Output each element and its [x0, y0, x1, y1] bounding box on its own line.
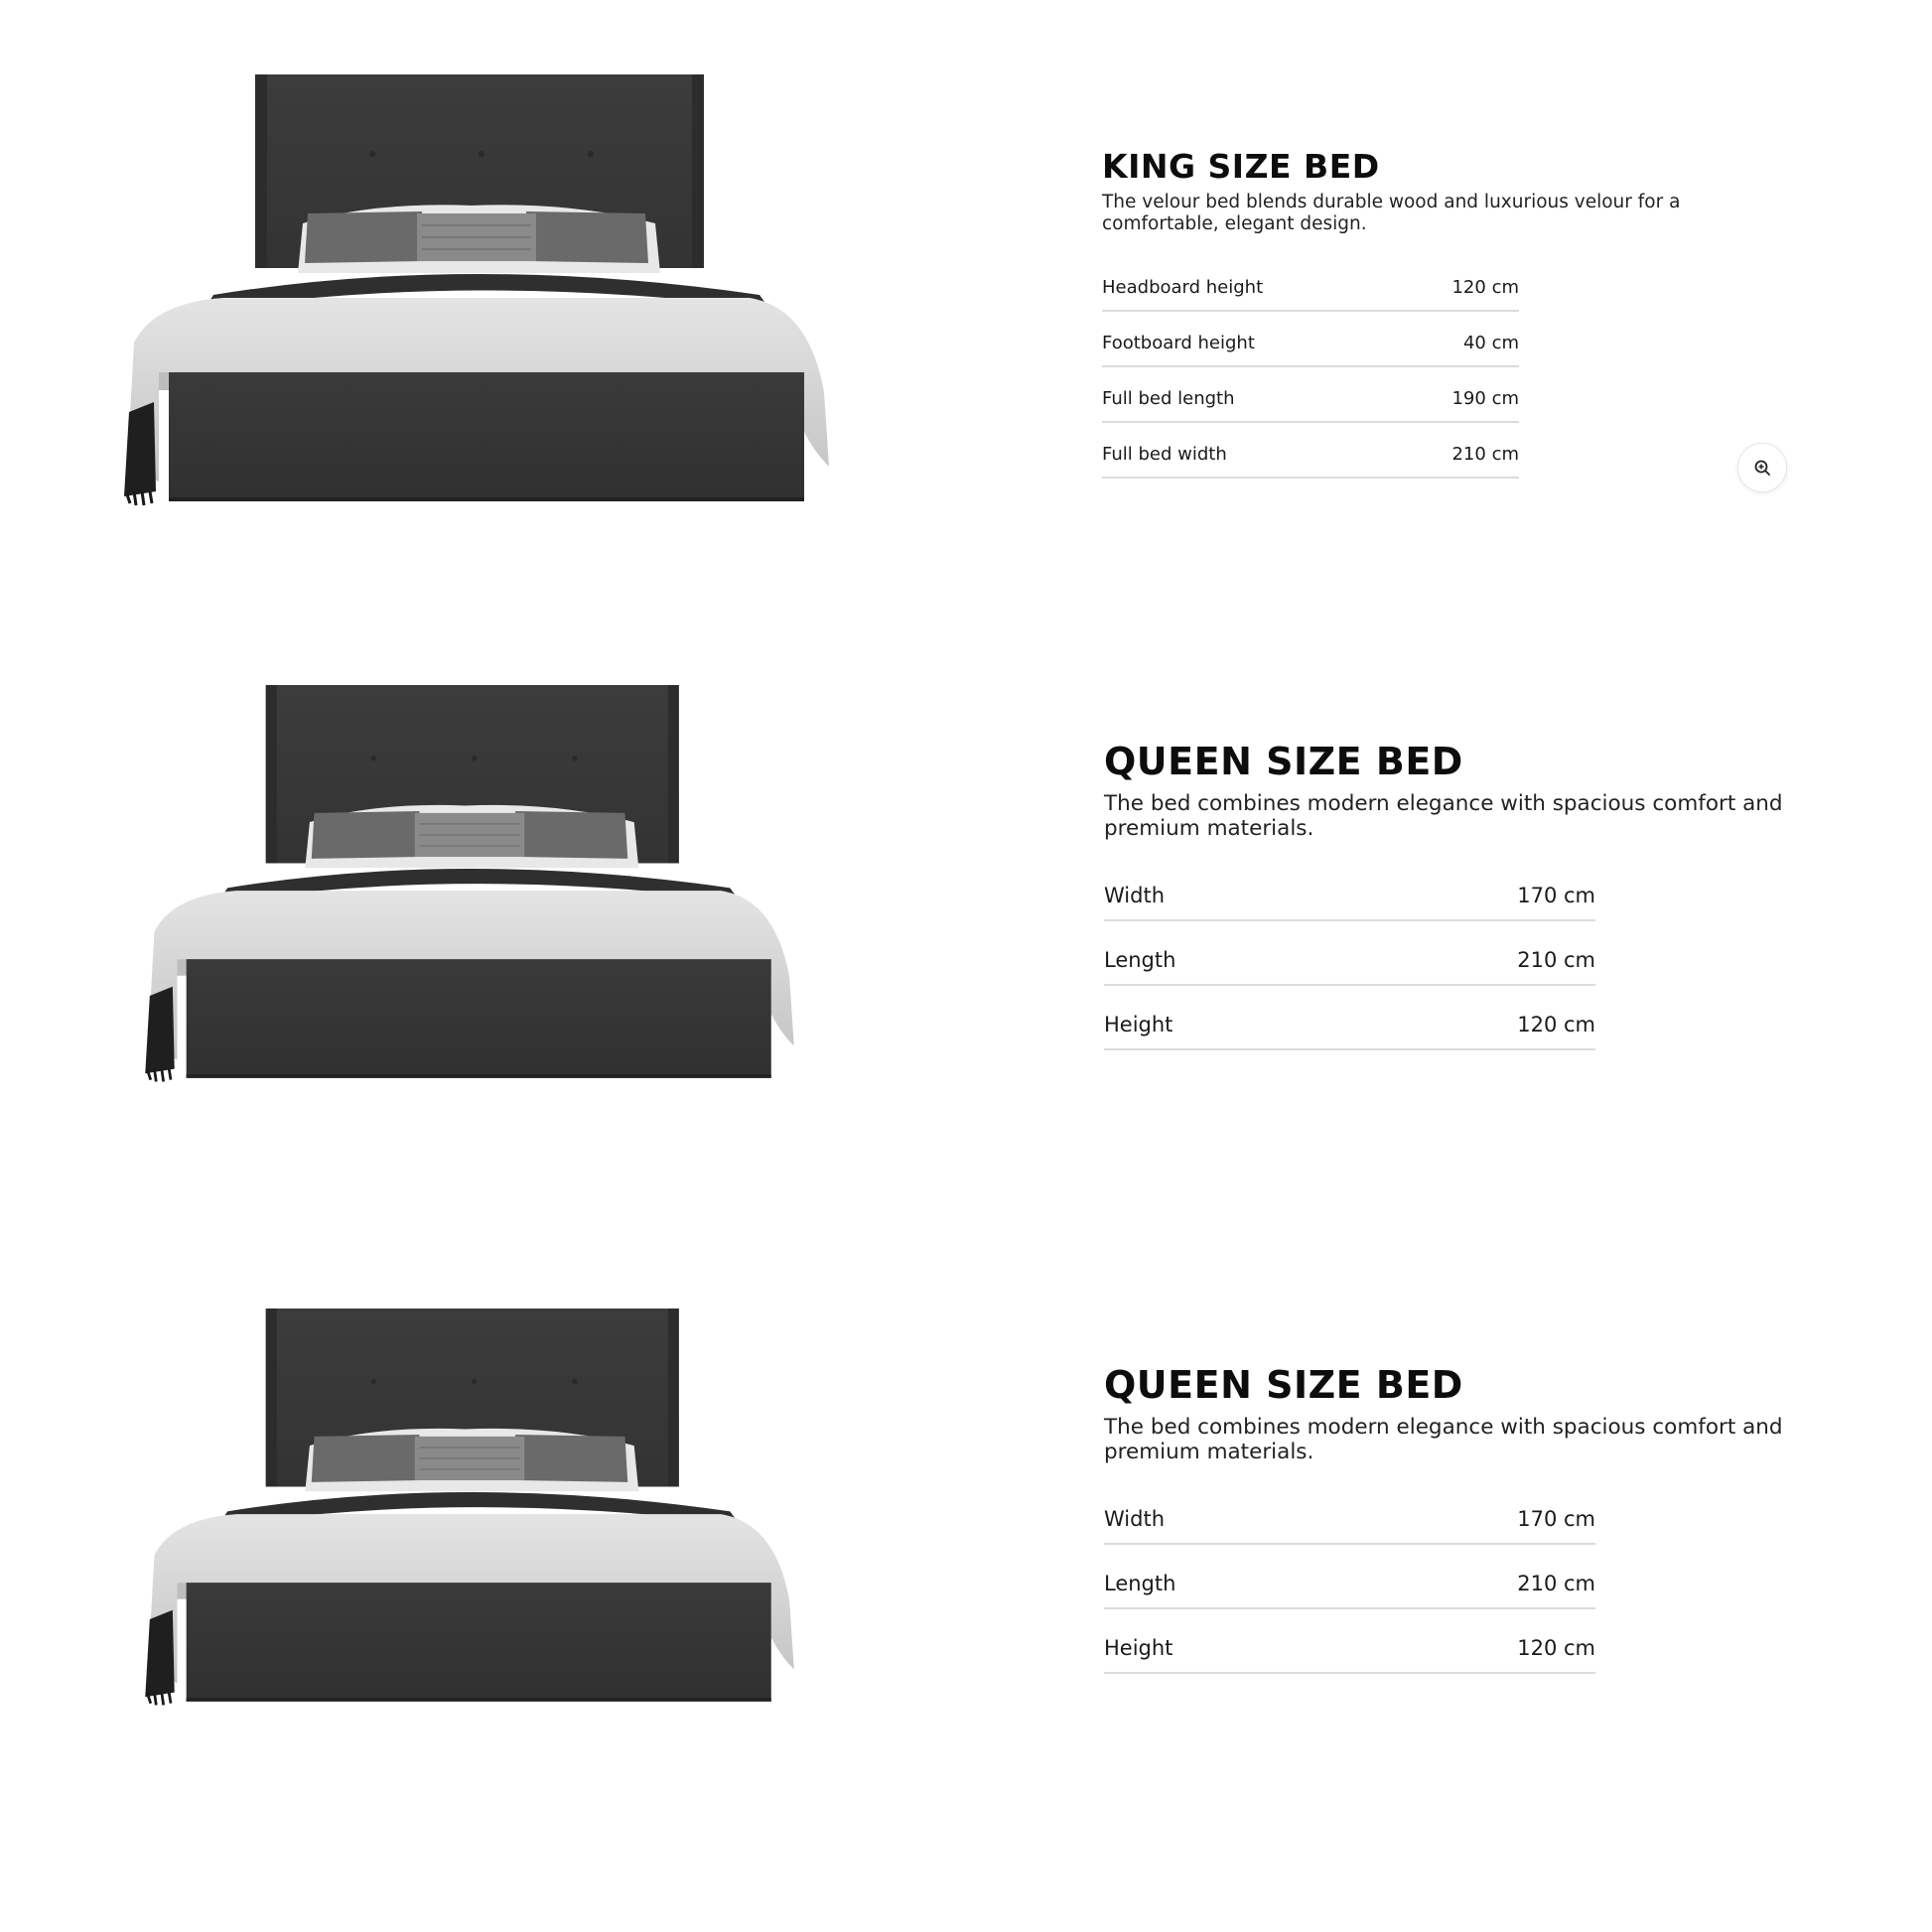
product-title: KING SIZE BED: [1102, 147, 1380, 186]
zoom-button[interactable]: [1737, 443, 1787, 492]
spec-value: 120 cm: [1517, 1636, 1595, 1660]
spec-value: 40 cm: [1462, 333, 1519, 353]
spec-row: [1102, 367, 1519, 423]
zoom-in-icon: [1753, 459, 1771, 477]
bed-image: [74, 74, 829, 511]
spec-label: Length: [1104, 1572, 1176, 1595]
product-description: The bed combines modern elegance with spacious comfort and premium materials.: [1104, 791, 1783, 842]
spec-value: 170 cm: [1517, 1507, 1595, 1531]
spec-row: [1104, 1609, 1595, 1674]
bed-image: [99, 685, 794, 1087]
spec-table: [1104, 1480, 1595, 1674]
spec-row: [1102, 312, 1519, 367]
spec-row: [1104, 1480, 1595, 1545]
spec-row: [1104, 1545, 1595, 1609]
spec-row: [1104, 986, 1595, 1050]
spec-value: 170 cm: [1517, 884, 1595, 907]
spec-value: 210 cm: [1451, 444, 1519, 465]
spec-label: Length: [1104, 948, 1176, 972]
spec-table: [1104, 857, 1595, 1050]
spec-label: Headboard height: [1102, 277, 1264, 298]
spec-row: [1102, 423, 1519, 479]
product-description: The velour bed blends durable wood and luxurious velour for a comfortable, elegant design.: [1102, 192, 1681, 234]
spec-row: [1102, 256, 1519, 312]
product-description: The bed combines modern elegance with spacious comfort and premium materials.: [1104, 1415, 1783, 1465]
product-info: [1102, 147, 1797, 465]
spec-label: Width: [1104, 1507, 1166, 1531]
spec-label: Height: [1104, 1013, 1173, 1036]
spec-value: 120 cm: [1451, 277, 1519, 298]
spec-value: 120 cm: [1517, 1013, 1595, 1036]
spec-value: 190 cm: [1451, 388, 1519, 409]
product-info: [1104, 1363, 1799, 1660]
spec-label: Width: [1104, 884, 1166, 907]
product-info: [1104, 740, 1799, 1036]
spec-label: Footboard height: [1102, 333, 1255, 353]
spec-label: Full bed width: [1102, 444, 1227, 465]
spec-value: 210 cm: [1517, 1572, 1595, 1595]
product-title: QUEEN SIZE BED: [1104, 1363, 1463, 1407]
spec-row: [1104, 921, 1595, 986]
product-title: QUEEN SIZE BED: [1104, 740, 1463, 783]
spec-row: [1104, 857, 1595, 921]
spec-value: 210 cm: [1517, 948, 1595, 972]
spec-label: Height: [1104, 1636, 1173, 1660]
spec-table: [1102, 256, 1519, 479]
spec-label: Full bed length: [1102, 388, 1235, 409]
bed-image: [99, 1309, 794, 1711]
